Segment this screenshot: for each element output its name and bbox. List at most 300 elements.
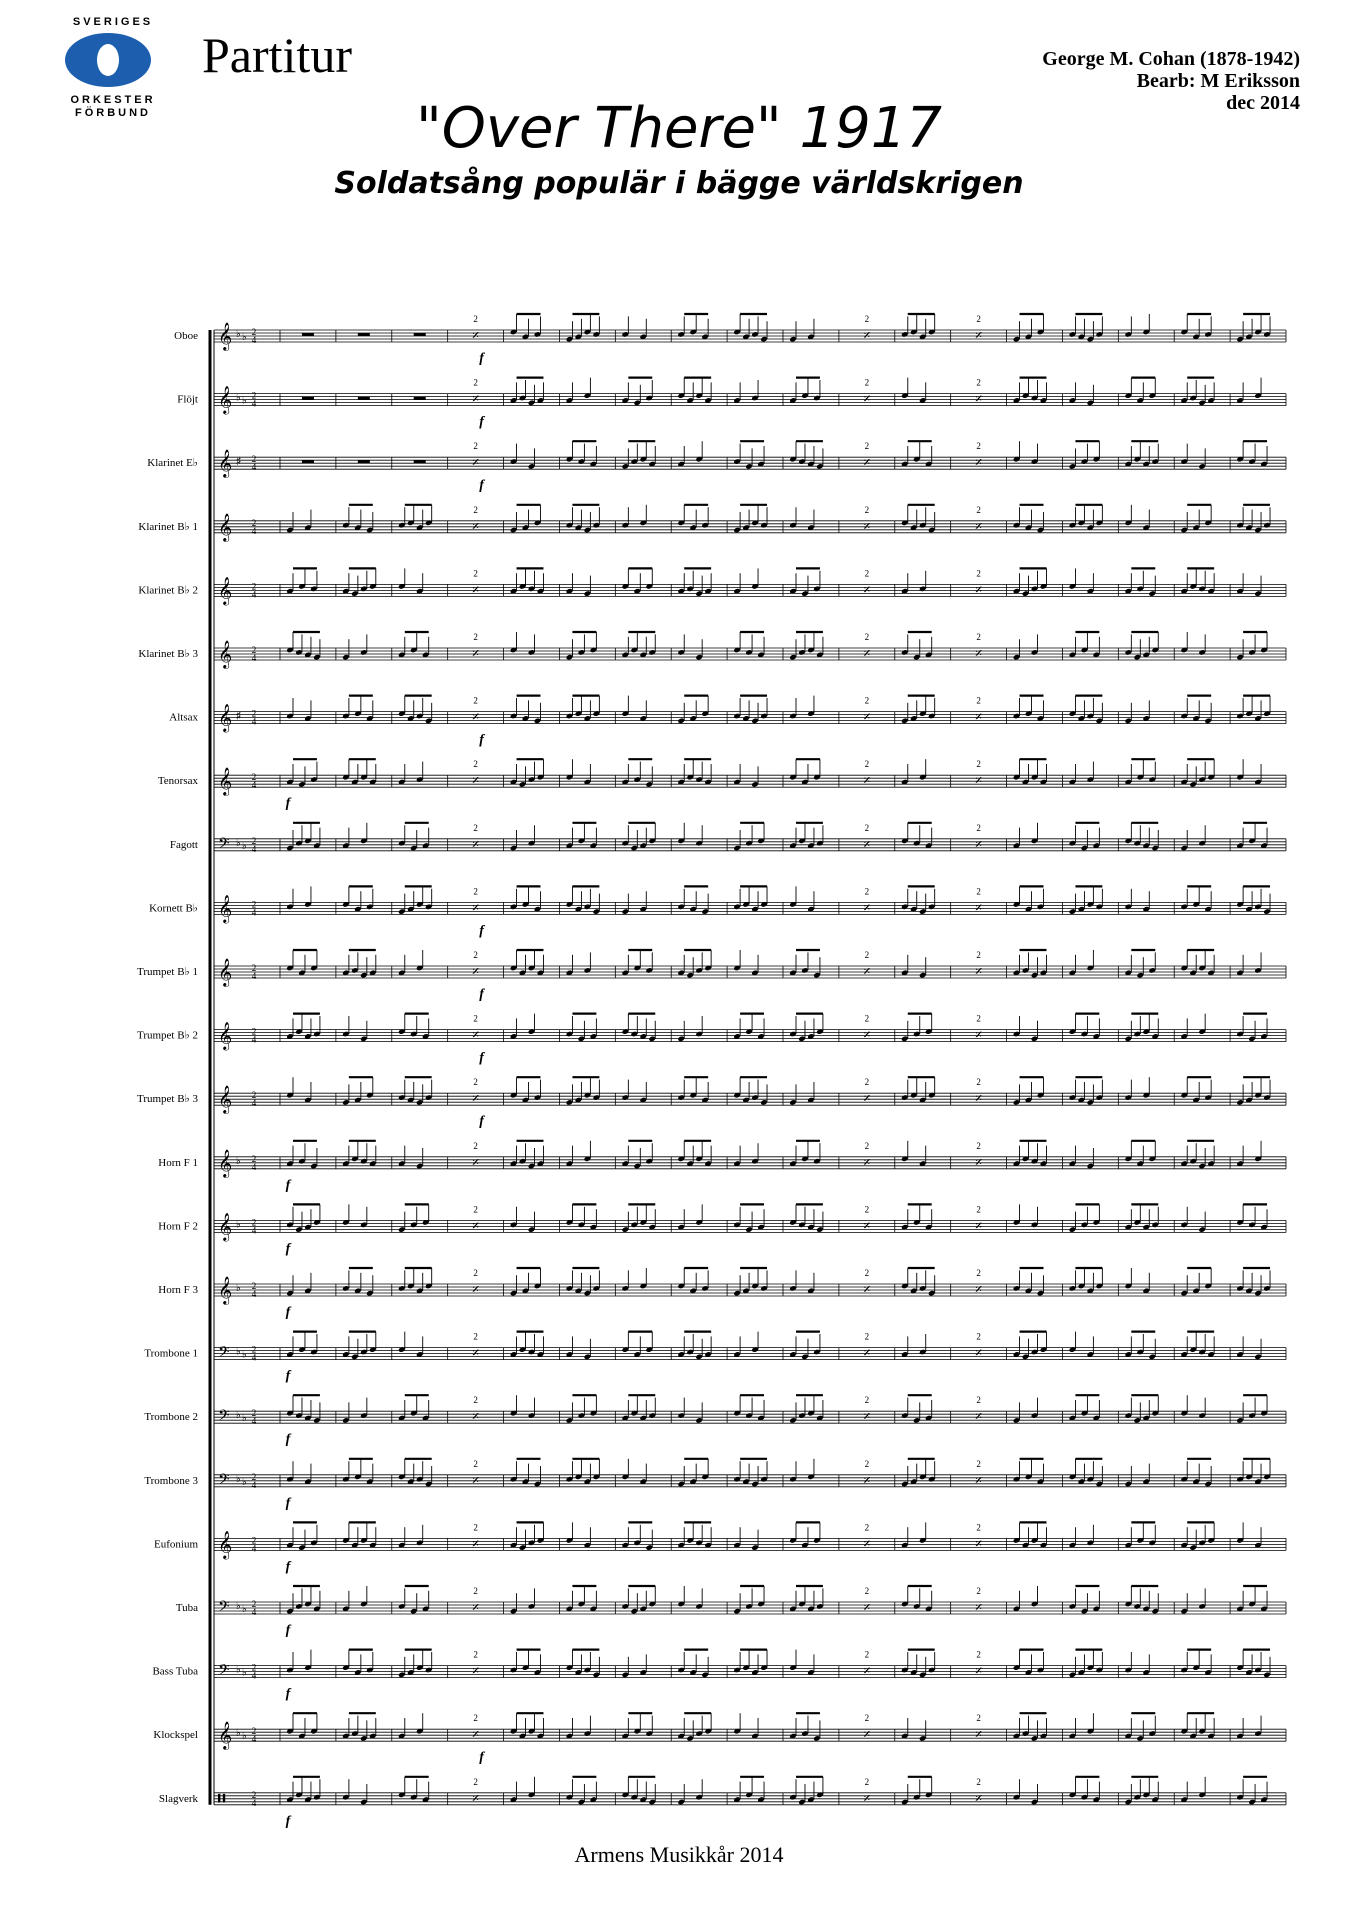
- time-signature-top: 2: [251, 1535, 257, 1546]
- repeat-count-label: 2: [864, 1013, 870, 1024]
- repeat-count-label: 2: [864, 632, 870, 642]
- instrument-label: Altsax: [169, 711, 198, 724]
- repeat-count-label: 2: [473, 377, 478, 388]
- document-label: Partitur: [202, 27, 352, 83]
- repeat-count-label: 2: [864, 1140, 870, 1151]
- repeat-count-label: 2: [473, 441, 478, 452]
- instrument-label: Trombone 2: [144, 1411, 198, 1424]
- key-signature-icon: ♭: [242, 1476, 247, 1488]
- time-signature-bottom: 4: [251, 1734, 257, 1745]
- repeat-count-label: 2: [976, 1649, 981, 1660]
- repeat-measure-icon: 𝄎: [472, 1537, 479, 1553]
- time-signature-bottom: 4: [251, 1479, 257, 1490]
- key-signature-icon: ♯: [236, 710, 241, 722]
- repeat-count-label: 2: [976, 568, 981, 579]
- time-signature-top: 2: [251, 581, 257, 592]
- dynamic-mark: f: [285, 1368, 291, 1384]
- time-signature-bottom: 4: [251, 1797, 257, 1808]
- repeat-count-label: 2: [473, 1522, 478, 1533]
- repeat-measure-icon: 𝄎: [975, 710, 982, 726]
- repeat-measure-icon: 𝄎: [472, 392, 479, 408]
- time-signature-top: 2: [251, 708, 257, 719]
- repeat-count-label: 2: [976, 1013, 981, 1024]
- repeat-measure-icon: 𝄎: [863, 1092, 871, 1108]
- repeat-count-label: 2: [976, 1522, 981, 1533]
- instrument-label: Slagverk: [158, 1792, 198, 1805]
- clef-icon: 𝄞: [218, 769, 233, 796]
- clef-icon: 𝄞: [218, 705, 233, 732]
- repeat-measure-icon: 𝄎: [863, 1473, 871, 1489]
- repeat-count-label: 2: [473, 1077, 478, 1088]
- repeat-measure-icon: 𝄎: [472, 710, 479, 726]
- time-signature-bottom: 4: [251, 907, 257, 918]
- repeat-measure-icon: 𝄎: [975, 519, 982, 535]
- repeat-count-label: 2: [864, 695, 870, 706]
- rest-icon: [414, 397, 426, 400]
- key-signature-icon: ♭: [242, 1413, 247, 1425]
- repeat-count-label: 2: [473, 1458, 478, 1469]
- clef-icon: 𝄞: [218, 1087, 233, 1114]
- repeat-measure-icon: 𝄎: [975, 901, 982, 917]
- repeat-measure-icon: 𝄎: [472, 1155, 479, 1171]
- repeat-count-label: 2: [473, 1331, 478, 1342]
- dynamic-mark: f: [285, 1432, 291, 1448]
- instrument-label: Horn F 2: [158, 1220, 198, 1233]
- dynamic-mark: f: [479, 923, 484, 939]
- repeat-measure-icon: 𝄎: [863, 1728, 871, 1744]
- repeat-count-label: 2: [473, 759, 478, 770]
- repeat-count-label: 2: [864, 1649, 870, 1660]
- repeat-measure-icon: 𝄎: [472, 1473, 479, 1489]
- repeat-count-label: 2: [976, 1395, 981, 1406]
- repeat-count-label: 2: [976, 759, 981, 770]
- time-signature-bottom: 4: [251, 1225, 257, 1236]
- repeat-measure-icon: 𝄎: [472, 1410, 479, 1426]
- clef-icon: 𝄢: [218, 1407, 230, 1428]
- repeat-count-label: 2: [864, 822, 870, 833]
- time-signature-top: 2: [251, 1471, 257, 1482]
- time-signature-bottom: 4: [251, 1670, 257, 1681]
- repeat-measure-icon: 𝄎: [975, 456, 982, 472]
- repeat-measure-icon: 𝄎: [472, 1346, 479, 1362]
- time-signature-top: 2: [251, 835, 257, 846]
- rest-icon: [414, 333, 426, 336]
- dynamic-mark: f: [479, 351, 484, 366]
- rest-icon: [358, 333, 370, 336]
- repeat-measure-icon: 𝄎: [975, 774, 982, 790]
- repeat-count-label: 2: [976, 1331, 981, 1342]
- instrument-label: Tuba: [175, 1602, 198, 1614]
- repeat-count-label: 2: [473, 886, 478, 897]
- page-subtitle: Soldatsång populär i bägge världskrigen: [334, 166, 1024, 201]
- time-signature-top: 2: [251, 1344, 257, 1355]
- time-signature-bottom: 4: [251, 1416, 257, 1427]
- repeat-measure-icon: 𝄎: [863, 1537, 871, 1553]
- clef-icon: 𝄞: [218, 451, 233, 478]
- instrument-label: Klockspel: [153, 1729, 198, 1742]
- time-signature-top: 2: [251, 390, 257, 401]
- repeat-measure-icon: 𝄎: [863, 519, 871, 535]
- repeat-count-label: 2: [864, 759, 870, 770]
- instrument-label: Klarinet B♭ 1: [138, 520, 198, 533]
- repeat-count-label: 2: [473, 632, 478, 642]
- instrument-label: Trombone 1: [144, 1347, 198, 1360]
- logo-text-bottom-1: ORKESTER: [70, 94, 156, 106]
- repeat-measure-icon: 𝄎: [975, 1601, 982, 1616]
- key-signature-icon: ♭: [242, 1604, 247, 1615]
- clef-icon: 𝄞: [218, 514, 233, 541]
- key-signature-icon: ♯: [236, 456, 241, 468]
- dynamic-mark: f: [285, 1623, 291, 1638]
- repeat-measure-icon: 𝄎: [863, 1601, 871, 1616]
- repeat-measure-icon: 𝄎: [975, 1155, 982, 1171]
- key-signature-icon: ♭: [236, 1219, 241, 1231]
- key-signature-icon: ♭: [242, 332, 247, 343]
- repeat-count-label: 2: [864, 1331, 870, 1342]
- repeat-measure-icon: 𝄎: [863, 774, 871, 790]
- time-signature-top: 2: [251, 327, 257, 337]
- dynamic-mark: f: [479, 732, 484, 748]
- repeat-count-label: 2: [976, 1586, 981, 1596]
- repeat-measure-icon: 𝄎: [975, 583, 982, 599]
- repeat-measure-icon: 𝄎: [472, 519, 479, 535]
- dynamic-mark: f: [285, 1813, 291, 1829]
- time-signature-top: 2: [251, 1090, 257, 1101]
- instrument-label: Horn F 3: [158, 1284, 198, 1296]
- dynamic-mark: f: [285, 1559, 291, 1575]
- repeat-measure-icon: 𝄎: [863, 392, 871, 408]
- clef-icon: 𝄞: [218, 896, 233, 923]
- time-signature-top: 2: [251, 1599, 257, 1609]
- clef-icon: 𝄞: [218, 1723, 233, 1750]
- key-signature-icon: ♭: [236, 837, 241, 849]
- page-title: "Over There" 1917: [416, 96, 942, 161]
- dynamic-mark: f: [479, 414, 484, 430]
- clef-icon: 𝄞: [218, 387, 233, 414]
- time-signature-bottom: 4: [251, 1543, 257, 1554]
- repeat-count-label: 2: [976, 377, 981, 388]
- repeat-count-label: 2: [864, 1204, 870, 1215]
- repeat-measure-icon: 𝄎: [975, 1410, 982, 1426]
- repeat-measure-icon: 𝄎: [472, 901, 479, 917]
- instrument-label: Fagott: [169, 838, 198, 851]
- time-signature-top: 2: [251, 454, 257, 465]
- repeat-measure-icon: 𝄎: [863, 837, 871, 853]
- repeat-count-label: 2: [473, 1395, 478, 1406]
- dynamic-mark: f: [479, 1750, 484, 1766]
- dynamic-mark: f: [479, 1050, 484, 1066]
- rest-icon: [358, 397, 370, 400]
- time-signature-bottom: 4: [251, 780, 257, 791]
- repeat-measure-icon: 𝄎: [863, 456, 871, 472]
- repeat-measure-icon: 𝄎: [472, 1219, 479, 1235]
- key-signature-icon: ♭: [236, 1410, 241, 1422]
- key-signature-icon: ♭: [242, 395, 247, 407]
- repeat-measure-icon: 𝄎: [472, 1092, 479, 1108]
- repeat-measure-icon: 𝄎: [975, 1473, 982, 1489]
- repeat-measure-icon: 𝄎: [472, 647, 479, 662]
- repeat-count-label: 2: [864, 1268, 870, 1278]
- repeat-count-label: 2: [864, 1713, 870, 1724]
- repeat-count-label: 2: [864, 1776, 870, 1787]
- repeat-count-label: 2: [976, 314, 981, 324]
- time-signature-bottom: 4: [251, 398, 257, 409]
- time-signature-bottom: 4: [251, 1098, 257, 1109]
- repeat-measure-icon: 𝄎: [975, 647, 982, 662]
- repeat-measure-icon: 𝄎: [863, 647, 871, 662]
- instrument-label: Bass Tuba: [152, 1665, 198, 1678]
- repeat-count-label: 2: [473, 1013, 478, 1024]
- repeat-measure-icon: 𝄎: [863, 901, 871, 917]
- dynamic-mark: f: [285, 796, 291, 812]
- time-signature-top: 2: [251, 1153, 257, 1164]
- time-signature-top: 2: [251, 772, 257, 783]
- repeat-measure-icon: 𝄎: [863, 1346, 871, 1362]
- repeat-measure-icon: 𝄎: [472, 329, 479, 344]
- clef-icon: 𝄥: [218, 1786, 226, 1813]
- time-signature-top: 2: [251, 1281, 257, 1291]
- repeat-count-label: 2: [976, 1713, 981, 1724]
- repeat-measure-icon: 𝄎: [863, 583, 871, 599]
- repeat-measure-icon: 𝄎: [975, 329, 982, 344]
- repeat-count-label: 2: [864, 1458, 870, 1469]
- instrument-label: Trumpet B♭ 2: [136, 1029, 198, 1042]
- repeat-count-label: 2: [976, 504, 981, 515]
- repeat-count-label: 2: [473, 950, 478, 960]
- arranger: Bearb: M Eriksson: [1136, 70, 1300, 92]
- clef-icon: 𝄢: [218, 1598, 230, 1618]
- time-signature-bottom: 4: [251, 1161, 257, 1172]
- instrument-label: Horn F 1: [158, 1156, 198, 1169]
- time-signature-bottom: 4: [251, 525, 257, 536]
- time-signature-bottom: 4: [251, 716, 257, 727]
- repeat-measure-icon: 𝄎: [975, 837, 982, 853]
- repeat-measure-icon: 𝄎: [863, 965, 871, 980]
- repeat-measure-icon: 𝄎: [472, 1283, 479, 1298]
- instrument-label: Oboe: [174, 330, 198, 342]
- arrangement-date: dec 2014: [1226, 92, 1300, 114]
- time-signature-bottom: 4: [251, 971, 257, 981]
- key-signature-icon: ♭: [236, 392, 241, 404]
- instrument-label: Eufonium: [154, 1538, 198, 1551]
- rest-icon: [414, 460, 426, 463]
- repeat-count-label: 2: [864, 568, 870, 579]
- repeat-measure-icon: 𝄎: [975, 965, 982, 980]
- page-footer: Armens Musikkår 2014: [574, 1842, 784, 1867]
- logo-text-top: SVERIGES: [72, 16, 154, 28]
- repeat-measure-icon: 𝄎: [863, 1219, 871, 1235]
- instrument-label: Klarinet B♭ 2: [138, 584, 198, 597]
- time-signature-top: 2: [251, 1026, 257, 1037]
- repeat-count-label: 2: [976, 441, 981, 452]
- dynamic-mark: f: [479, 1114, 484, 1130]
- time-signature-bottom: 4: [251, 1034, 257, 1045]
- dynamic-mark: f: [285, 1305, 291, 1320]
- repeat-measure-icon: 𝄎: [975, 1028, 982, 1044]
- repeat-measure-icon: 𝄎: [975, 1791, 982, 1807]
- key-signature-icon: ♭: [236, 1283, 241, 1294]
- clef-icon: 𝄢: [218, 1661, 230, 1682]
- repeat-count-label: 2: [976, 1268, 981, 1278]
- repeat-count-label: 2: [473, 1649, 478, 1660]
- repeat-measure-icon: 𝄎: [975, 1664, 982, 1680]
- rest-icon: [302, 460, 314, 463]
- repeat-count-label: 2: [864, 1522, 870, 1533]
- repeat-count-label: 2: [976, 950, 981, 960]
- time-signature-top: 2: [251, 1217, 257, 1228]
- repeat-count-label: 2: [473, 314, 478, 324]
- key-signature-icon: ♭: [236, 1601, 241, 1612]
- repeat-measure-icon: 𝄎: [975, 1092, 982, 1108]
- repeat-measure-icon: 𝄎: [863, 329, 871, 344]
- repeat-count-label: 2: [864, 377, 870, 388]
- time-signature-bottom: 4: [251, 1607, 257, 1617]
- repeat-count-label: 2: [976, 1077, 981, 1088]
- key-signature-icon: ♭: [242, 1667, 247, 1679]
- time-signature-bottom: 4: [251, 653, 257, 663]
- instrument-label: Klarinet E♭: [147, 457, 198, 470]
- time-signature-top: 2: [251, 1408, 257, 1419]
- logo-text-bottom-2: FÖRBUND: [75, 107, 151, 119]
- key-signature-icon: ♭: [242, 1349, 247, 1361]
- repeat-measure-icon: 𝄎: [472, 456, 479, 472]
- time-signature-top: 2: [251, 1789, 257, 1800]
- dynamic-mark: f: [479, 478, 484, 494]
- clef-icon: 𝄞: [218, 960, 233, 986]
- repeat-count-label: 2: [473, 568, 478, 579]
- clef-icon: 𝄞: [218, 642, 233, 668]
- repeat-count-label: 2: [473, 1140, 478, 1151]
- instrument-label: Kornett B♭: [149, 902, 198, 915]
- repeat-measure-icon: 𝄎: [472, 1664, 479, 1680]
- repeat-count-label: 2: [864, 1395, 870, 1406]
- dynamic-mark: f: [479, 987, 484, 1002]
- repeat-measure-icon: 𝄎: [472, 837, 479, 853]
- repeat-measure-icon: 𝄎: [863, 1791, 871, 1807]
- repeat-count-label: 2: [473, 1713, 478, 1724]
- clef-icon: 𝄞: [218, 578, 233, 605]
- repeat-measure-icon: 𝄎: [863, 1664, 871, 1680]
- repeat-count-label: 2: [473, 504, 478, 515]
- repeat-measure-icon: 𝄎: [975, 1537, 982, 1553]
- time-signature-bottom: 4: [251, 843, 257, 854]
- repeat-measure-icon: 𝄎: [863, 710, 871, 726]
- key-signature-icon: ♭: [236, 1664, 241, 1676]
- time-signature-bottom: 4: [251, 589, 257, 600]
- key-signature-icon: ♭: [236, 1346, 241, 1358]
- repeat-measure-icon: 𝄎: [975, 1283, 982, 1298]
- repeat-measure-icon: 𝄎: [472, 1728, 479, 1744]
- clef-icon: 𝄞: [218, 1278, 233, 1304]
- time-signature-bottom: 4: [251, 335, 257, 345]
- repeat-count-label: 2: [864, 1077, 870, 1088]
- dynamic-mark: f: [285, 1177, 291, 1193]
- repeat-count-label: 2: [976, 1140, 981, 1151]
- repeat-measure-icon: 𝄎: [472, 965, 479, 980]
- repeat-measure-icon: 𝄎: [975, 1219, 982, 1235]
- instrument-label: Flöjt: [177, 393, 198, 406]
- repeat-count-label: 2: [864, 1586, 870, 1596]
- time-signature-top: 2: [251, 899, 257, 910]
- time-signature-top: 2: [251, 1662, 257, 1673]
- time-signature-bottom: 4: [251, 462, 257, 473]
- instrument-label: Klarinet B♭ 3: [138, 648, 198, 660]
- key-signature-icon: ♭: [242, 1731, 247, 1743]
- rest-icon: [302, 333, 314, 336]
- dynamic-mark: f: [285, 1686, 291, 1702]
- key-signature-icon: ♭: [236, 329, 241, 340]
- repeat-count-label: 2: [976, 822, 981, 833]
- repeat-measure-icon: 𝄎: [863, 1155, 871, 1171]
- repeat-measure-icon: 𝄎: [975, 1346, 982, 1362]
- repeat-count-label: 2: [976, 1204, 981, 1215]
- repeat-measure-icon: 𝄎: [472, 1028, 479, 1044]
- repeat-measure-icon: 𝄎: [472, 774, 479, 790]
- repeat-measure-icon: 𝄎: [472, 1601, 479, 1616]
- repeat-count-label: 2: [864, 886, 870, 897]
- instrument-label: Trumpet B♭ 1: [136, 966, 198, 978]
- key-signature-icon: ♭: [236, 1473, 241, 1485]
- clef-icon: 𝄢: [218, 1470, 230, 1491]
- repeat-count-label: 2: [473, 822, 478, 833]
- time-signature-top: 2: [251, 1726, 257, 1737]
- time-signature-top: 2: [251, 645, 257, 655]
- repeat-count-label: 2: [864, 314, 870, 324]
- repeat-measure-icon: 𝄎: [863, 1283, 871, 1298]
- clef-icon: 𝄢: [218, 834, 230, 855]
- clef-icon: 𝄞: [218, 1150, 233, 1177]
- rest-icon: [302, 397, 314, 400]
- time-signature-bottom: 4: [251, 1352, 257, 1363]
- clef-icon: 𝄞: [218, 1214, 233, 1241]
- repeat-count-label: 2: [976, 632, 981, 642]
- key-signature-icon: ♭: [242, 840, 247, 852]
- clef-icon: 𝄞: [218, 1023, 233, 1050]
- time-signature-bottom: 4: [251, 1289, 257, 1299]
- dynamic-mark: f: [285, 1495, 291, 1511]
- instrument-label: Tenorsax: [157, 775, 198, 788]
- repeat-count-label: 2: [473, 1268, 478, 1278]
- repeat-count-label: 2: [864, 950, 870, 960]
- repeat-measure-icon: 𝄎: [472, 583, 479, 599]
- repeat-measure-icon: 𝄎: [975, 1728, 982, 1744]
- repeat-count-label: 2: [864, 504, 870, 515]
- repeat-count-label: 2: [473, 695, 478, 706]
- instrument-label: Trombone 3: [144, 1474, 198, 1487]
- composer: George M. Cohan (1878-1942): [1042, 48, 1300, 70]
- repeat-count-label: 2: [473, 1204, 478, 1215]
- repeat-measure-icon: 𝄎: [863, 1028, 871, 1044]
- instrument-label: Trumpet B♭ 3: [136, 1093, 198, 1106]
- clef-icon: 𝄢: [218, 1343, 230, 1364]
- time-signature-top: 2: [251, 963, 257, 973]
- repeat-count-label: 2: [976, 695, 981, 706]
- repeat-measure-icon: 𝄎: [975, 392, 982, 408]
- repeat-count-label: 2: [473, 1776, 478, 1787]
- time-signature-top: 2: [251, 517, 257, 528]
- repeat-count-label: 2: [976, 886, 981, 897]
- dynamic-mark: f: [285, 1241, 291, 1257]
- repeat-measure-icon: 𝄎: [472, 1791, 479, 1807]
- rest-icon: [358, 460, 370, 463]
- repeat-count-label: 2: [473, 1586, 478, 1596]
- repeat-count-label: 2: [976, 1458, 981, 1469]
- key-signature-icon: ♭: [236, 1155, 241, 1167]
- repeat-count-label: 2: [976, 1776, 981, 1787]
- clef-icon: 𝄞: [218, 324, 233, 350]
- clef-icon: 𝄞: [218, 1532, 233, 1559]
- repeat-count-label: 2: [864, 441, 870, 452]
